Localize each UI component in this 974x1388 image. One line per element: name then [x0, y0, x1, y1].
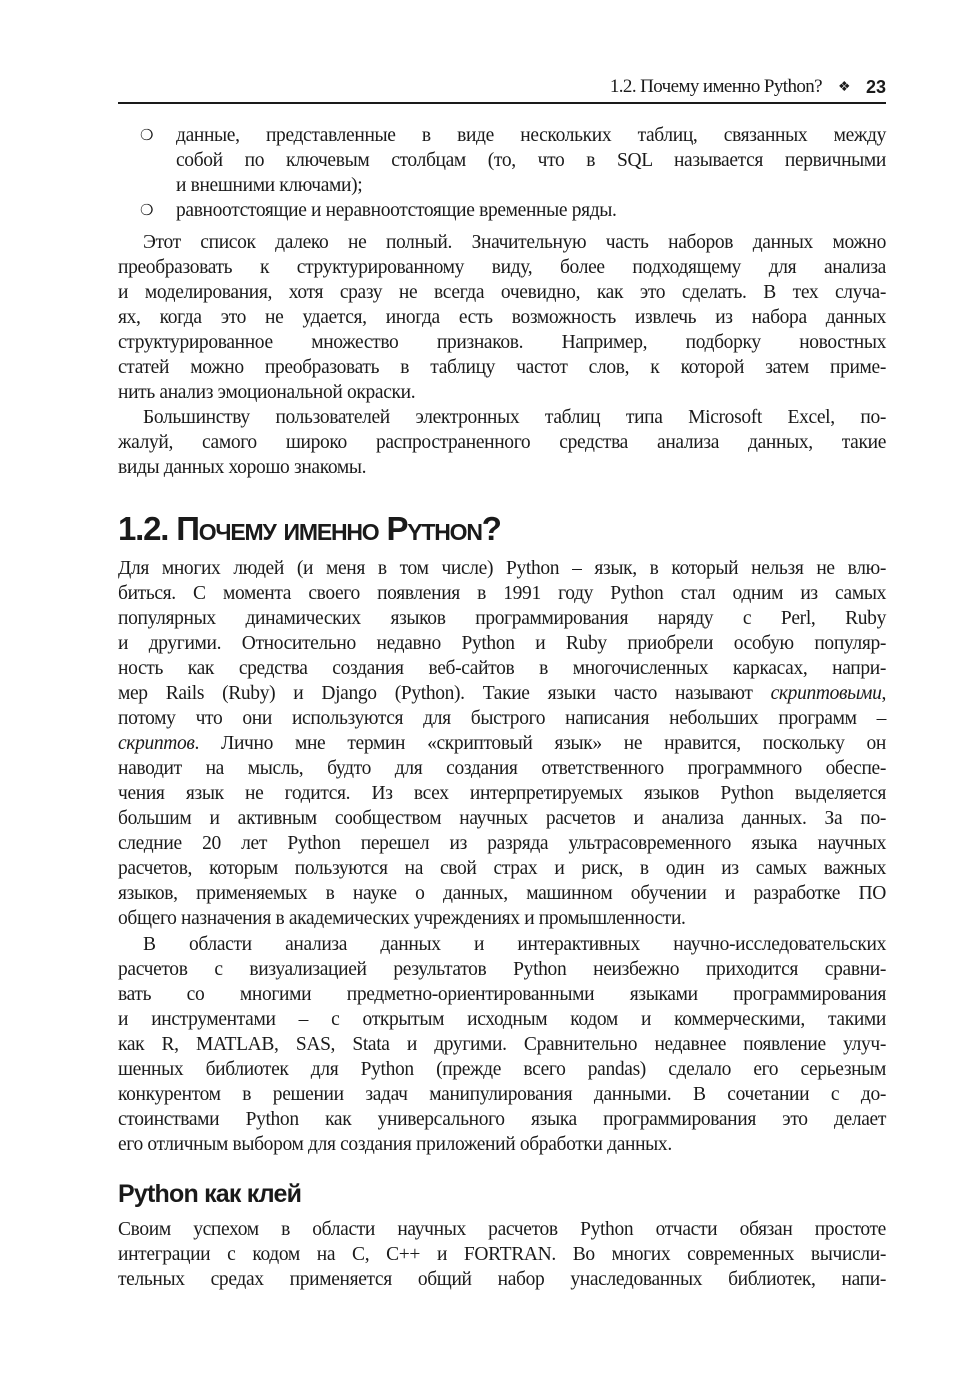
text-line: стоинствами Python как универсального языка программирования это делает [118, 1109, 886, 1130]
text-line: биться. С момента своего появления в 1991 году Python стал одним из самых [118, 583, 886, 604]
section-heading: 1.2. Почему именно Python? [118, 510, 501, 547]
text-line: чения язык не годится. Из всех интерпретируемых языков Python выделяется [118, 783, 886, 804]
text-line: равноотстоящие и неравноотстоящие временные ряды. ❍ [140, 200, 617, 221]
page-number: 23 [865, 76, 886, 97]
running-title: 1.2. Почему именно Python? [609, 76, 823, 97]
text-line: В области анализа данных и интерактивных научно-исследовательских [143, 934, 886, 955]
italic-term: скриптов [118, 733, 195, 754]
text-line: языков, применяемых в науке о данных, машинном обучении и разработке ПО [118, 883, 886, 904]
text-segment: , [881, 683, 886, 704]
paragraph [118, 230, 886, 405]
text-line: его отличным выбором для создания приложений обработки данных. [118, 1134, 672, 1155]
text-line [118, 731, 886, 756]
text-line: и инструментами – с открытым исходным кодом и коммерческими, такими [118, 1009, 886, 1030]
text-line: собой по ключевым столбцам (то, что в SQL называется первичными [176, 150, 886, 171]
text-line: тельных средах применяется общий набор унаследованных библиотек, напи- [118, 1269, 886, 1290]
text-line: статей можно преобразовать в таблицу частот слов, к которой затем приме- [118, 357, 886, 378]
paragraph [118, 1217, 886, 1292]
text-line: как R, MATLAB, SAS, Stata и другими. Сравнительно недавнее появление улуч- [118, 1034, 886, 1055]
text-line: ях, когда это не удается, иногда есть возможность извлечь из набора данных [118, 307, 886, 328]
text-line: Своим успехом в области научных расчетов Python отчасти обязан простоте [118, 1219, 886, 1240]
paragraph [118, 932, 886, 1157]
text-line: ность как средства создания веб-сайтов в многочисленных каркасах, напри- [118, 658, 886, 679]
text-line: общего назначения в академических учреждениях и промышленности. [118, 908, 686, 929]
paragraph [118, 556, 886, 931]
text-line: потому что они используются для быстрого написания небольших программ – [118, 708, 886, 729]
running-header [610, 76, 886, 98]
text-line: следние 20 лет Python перешел из разряда ультрасовременного языка научных [118, 833, 886, 854]
text-line: большим и активным сообществом научных расчетов и анализа данных. За по- [118, 808, 886, 829]
text-line: структурированное множество признаков. Например, подборку новостных [118, 332, 886, 353]
text-line: и моделирования, хотя сразу не всегда очевидно, как это сделать. В тех случа- [118, 282, 886, 303]
text-line: наводит на мысль, будто для создания ответственного программного обеспе- [118, 758, 886, 779]
text-segment: мер Rails (Ruby) и Django (Python). Такие языки часто называют [118, 683, 771, 704]
text-line: расчетов, которым пользуются на свой страх и риск, в один из самых важных [118, 858, 886, 879]
bullet-icon: ❍ [140, 126, 154, 144]
bullet-icon: ❍ [140, 201, 154, 219]
paragraph [118, 405, 886, 480]
text-line: Большинству пользователей электронных таблиц типа Microsoft Excel, по- [143, 407, 886, 428]
subsection-heading: Python как клей [118, 1180, 302, 1208]
text-line: преобразовать к структурированному виду, более подходящему для анализа [118, 257, 886, 278]
text-line: и другими. Относительно недавно Python и Ruby приобрели особую популяр- [118, 633, 886, 654]
text-line: интеграции с кодом на C, C++ и FORTRAN. Во многих современных вычисли- [118, 1244, 886, 1265]
text-line: данные, представленные в виде нескольких таблиц, связанных между ❍ [140, 125, 886, 146]
text-line: конкурентом в решении задач манипулирования данными. В сочетании с до- [118, 1084, 886, 1105]
text-line: расчетов с визуализацией результатов Python неизбежно приходится сравни- [118, 959, 886, 980]
text-line: Для многих людей (и меня в том числе) Python – язык, в который нельзя не влю- [118, 558, 886, 579]
ornament-icon: ❖ [838, 79, 850, 95]
text-line: вать со многими предметно-ориентированными языками программирования [118, 984, 886, 1005]
text-line: популярных динамических языков программирования наряду с Perl, Ruby [118, 608, 886, 629]
italic-term: скриптовыми [770, 683, 882, 704]
text-line: и внешними ключами); [176, 175, 363, 196]
text-line: нить анализ эмоциональной окраски. [118, 382, 416, 403]
text-line [118, 681, 886, 706]
header-rule [118, 102, 886, 104]
text-line: виды данных хорошо знакомы. [118, 457, 367, 478]
text-line: Этот список далеко не полный. Значительную часть наборов данных можно [143, 232, 886, 253]
text-line: шенных библиотек для Python (прежде всего pandas) сделало его серьезным [118, 1059, 886, 1080]
text-segment: . Лично мне термин «скриптовый язык» не нравится, поскольку он [194, 733, 886, 754]
text-line: жалуй, самого широко распространенного средства анализа данных, такие [118, 432, 886, 453]
bullet-list [118, 123, 886, 223]
